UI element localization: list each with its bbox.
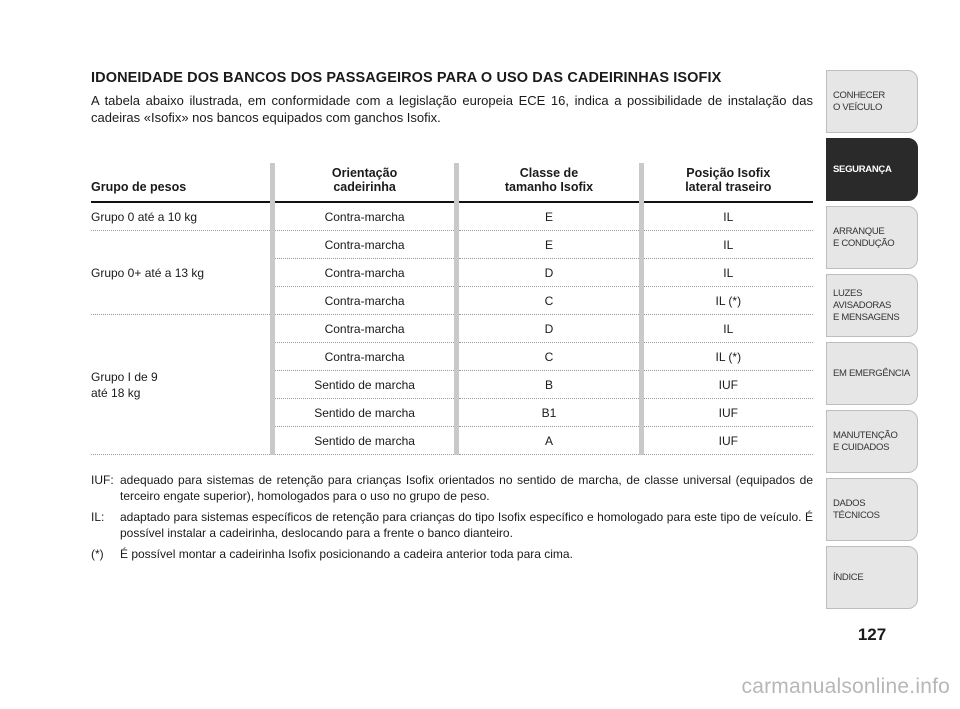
chapter-tab-2[interactable] [826,138,918,201]
position-cell: IUF [641,427,813,455]
position-cell: IL [641,259,813,287]
note-key: IUF: [91,473,114,487]
table-row [91,231,813,259]
chapter-tab-label: DADOS TÉCNICOS [833,497,880,521]
chapter-tab-label: MANUTENÇÃO E CUIDADOS [833,429,898,453]
orientation-cell: Sentido de marcha [272,427,457,455]
chapter-tab-7[interactable] [826,478,918,541]
orientation-cell: Contra-marcha [272,259,457,287]
header-orientation: Orientação cadeirinha [272,163,457,202]
note-key: IL: [91,510,105,524]
chapter-tab-8[interactable] [826,546,918,609]
note-key: (*) [91,547,104,561]
header-group: Grupo de pesos [91,163,272,202]
chapter-tab-label: EM EMERGÊNCIA [833,367,910,379]
orientation-cell: Sentido de marcha [272,399,457,427]
chapter-tab-label: ÍNDICE [833,571,864,583]
chapter-tab-5[interactable] [826,342,918,405]
chapter-tab-label: LUZES AVISADORAS E MENSAGENS [833,287,900,323]
header-position: Posição Isofix lateral traseiro [641,163,813,202]
chapter-tab-3[interactable] [826,206,918,269]
position-cell: IUF [641,371,813,399]
size-class-cell: C [457,343,641,371]
size-class-cell: C [457,287,641,315]
table-row [91,202,813,231]
watermark: carmanualsonline.info [741,675,950,698]
weight-group-label: Grupo 0+ até a 13 kg [91,265,205,280]
intro-paragraph: A tabela abaixo ilustrada, em conformidade com a legislação europeia ECE 16, indica a possibilidade de instalação das cadeiras «Isofix» nos bancos equipados com ganchos Isofix. [91,93,813,125]
orientation-cell: Sentido de marcha [272,371,457,399]
notes [91,472,813,567]
size-class-cell: E [457,202,641,231]
position-cell: IL [641,231,813,259]
position-cell: IL [641,315,813,343]
chapter-tab-1[interactable] [826,70,918,133]
size-class-cell: D [457,259,641,287]
size-class-cell: E [457,231,641,259]
weight-group-cell [91,202,272,231]
chapter-tab-label: ARRANQUE E CONDUÇÃO [833,225,895,249]
orientation-cell: Contra-marcha [272,202,457,231]
chapter-tab-4[interactable] [826,274,918,337]
orientation-cell: Contra-marcha [272,343,457,371]
size-class-cell: B [457,371,641,399]
orientation-cell: Contra-marcha [272,315,457,343]
position-cell: IL [641,202,813,231]
weight-group-label: Grupo 0 até a 10 kg [91,209,198,224]
weight-group-label: Grupo I de 9 até 18 kg [91,369,158,400]
page-number: 127 [857,625,887,644]
table-row [91,315,813,343]
orientation-cell: Contra-marcha [272,287,457,315]
note-item [91,546,813,562]
size-class-cell: A [457,427,641,455]
position-cell: IUF [641,399,813,427]
chapter-sidebar [826,70,918,614]
position-cell: IL (*) [641,343,813,371]
chapter-tab-label: SEGURANÇA [833,163,892,175]
note-item [91,509,813,541]
chapter-tab-6[interactable] [826,410,918,473]
note-text: É possível montar a cadeirinha Isofix posicionando a cadeira anterior toda para cima. [120,547,573,561]
note-item [91,472,813,504]
isofix-table [91,163,813,455]
position-cell: IL (*) [641,287,813,315]
content [91,70,813,126]
weight-group-cell [91,231,272,315]
page-title: IDONEIDADE DOS BANCOS DOS PASSAGEIROS PARA O USO DAS CADEIRINHAS ISOFIX [91,70,722,86]
weight-group-cell [91,315,272,455]
size-class-cell: D [457,315,641,343]
note-text: adaptado para sistemas específicos de retenção para crianças do tipo Isofix específico e homologado para este tipo de veículo. É possível instalar a cadeirinha, deslocando para a frente o banco dianteiro. [120,510,813,540]
table-header-row [91,163,813,202]
table-body [91,202,813,455]
orientation-cell: Contra-marcha [272,231,457,259]
note-text: adequado para sistemas de retenção para crianças Isofix orientados no sentido de marcha, de classe universal (equipados de terceiro engate superior), homologados para o uso no grupo de peso. [120,473,813,503]
chapter-tab-label: CONHECER O VEÍCULO [833,89,885,113]
size-class-cell: B1 [457,399,641,427]
header-size-class: Classe de tamanho Isofix [457,163,641,202]
